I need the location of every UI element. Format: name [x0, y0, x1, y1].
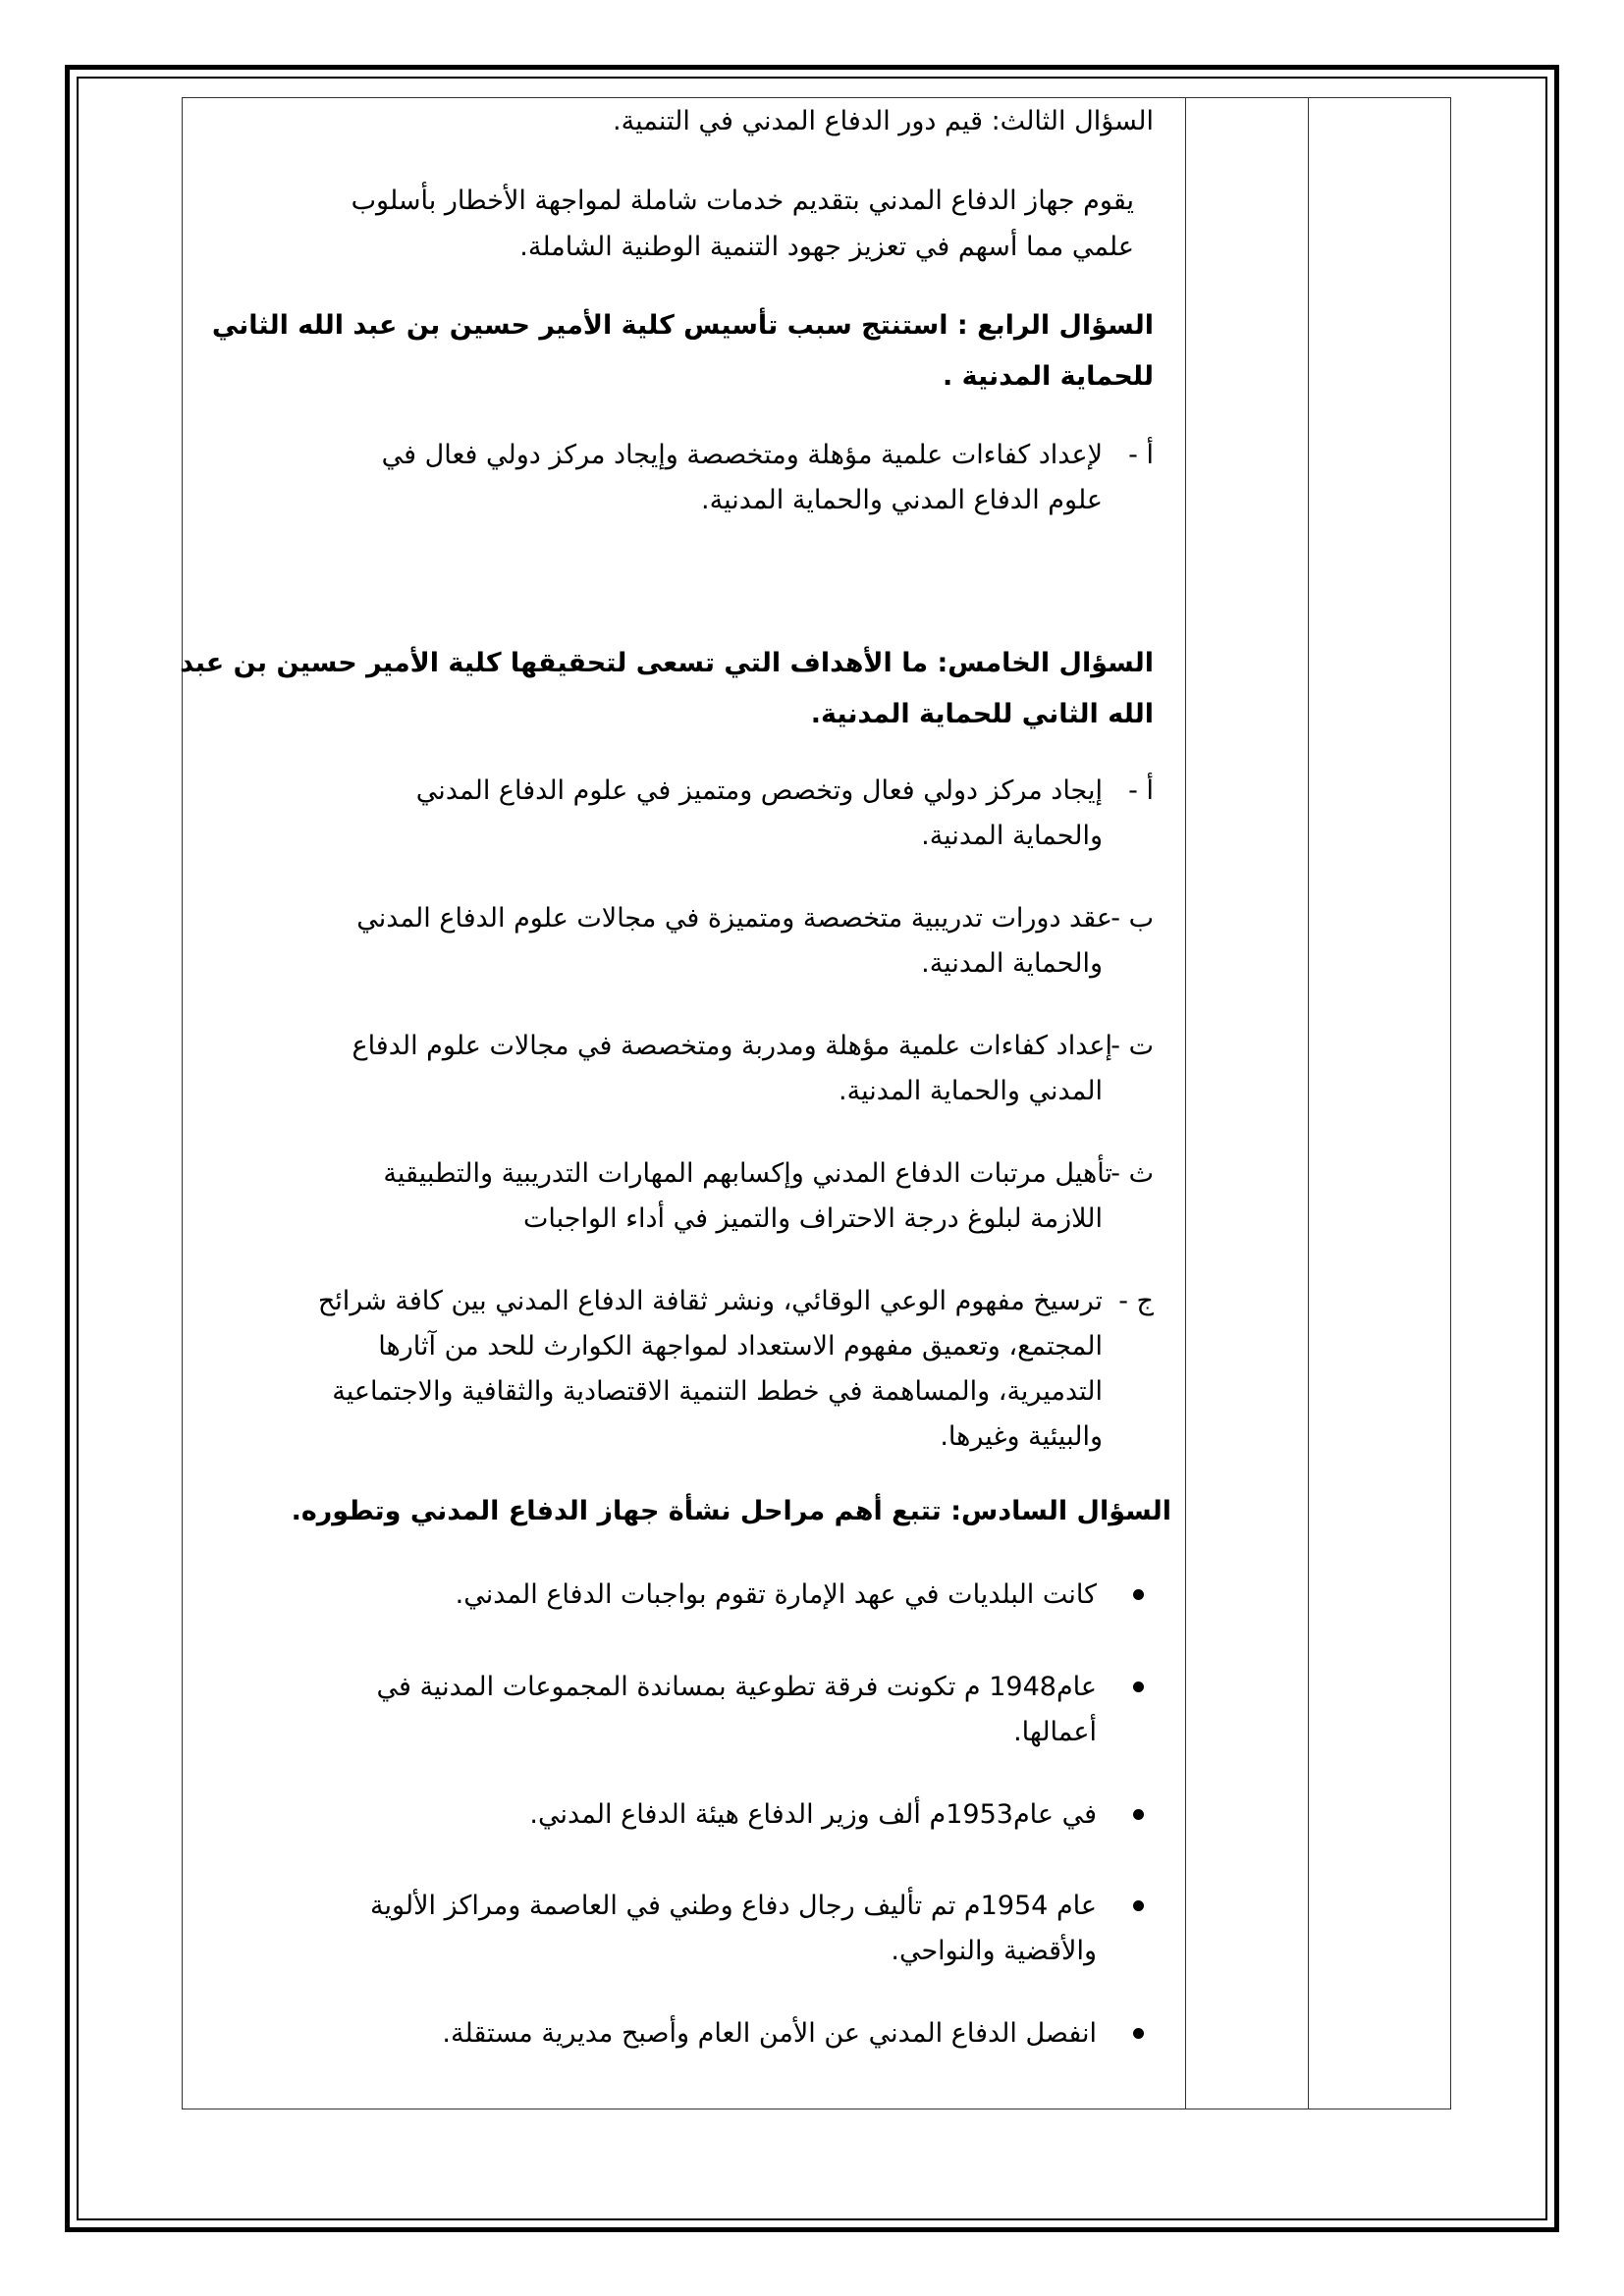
bullet-icon: [1133, 2028, 1144, 2039]
item-marker: أ -: [1128, 775, 1154, 806]
item-text-line2: المدني والحماية المدنية.: [839, 1076, 1103, 1106]
item-text-line1: انفصل الدفاع المدني عن الأمن العام وأصبح مديرية مستقلة.: [442, 2018, 1097, 2049]
item-marker: أ -: [1128, 440, 1154, 470]
item-marker: ج -: [1118, 1286, 1154, 1316]
item-text-line1: ترسيخ مفهوم الوعي الوقائي، ونشر ثقافة الدفاع المدني بين كافة شرائح: [317, 1286, 1103, 1316]
question-3-answer-line2: علمي مما أسهم في تعزيز جهود التنمية الوطنية الشاملة.: [519, 232, 1134, 262]
item-text-line1: عقد دورات تدريبية متخصصة ومتميزة في مجالات علوم الدفاع المدني: [356, 903, 1112, 934]
question-5-title-line2: الله الثاني للحماية المدنية.: [810, 699, 1154, 729]
item-text-line2: والحماية المدنية.: [921, 821, 1103, 851]
question-3-title: السؤال الثالث: قيم دور الدفاع المدني في التنمية.: [613, 106, 1154, 136]
item-text-line4: والبيئية وغيرها.: [940, 1421, 1103, 1452]
question-4-title-line1: السؤال الرابع : استنتج سبب تأسيس كلية الأمير حسين بن عبد الله الثاني: [211, 310, 1154, 341]
item-text-line1: كانت البلديات في عهد الإمارة تقوم بواجبات الدفاع المدني.: [455, 1579, 1097, 1610]
item-text-line2: والأقضية والنواحي.: [891, 1936, 1097, 1966]
bullet-icon: [1133, 1682, 1144, 1692]
item-text-line3: التدميرية، والمساهمة في خطط التنمية الاقتصادية والثقافية والاجتماعية: [332, 1376, 1103, 1407]
bullet-icon: [1133, 1900, 1144, 1911]
item-text-line1: إيجاد مركز دولي فعال وتخصص ومتميز في علوم الدفاع المدني: [415, 775, 1103, 806]
question-4-title-line2: للحماية المدنية .: [942, 361, 1154, 392]
item-text-line2: المجتمع، وتعميق مفهوم الاستعداد لمواجهة الكوارث للحد من آثارها: [378, 1331, 1103, 1362]
item-marker: ب -: [1110, 903, 1154, 934]
bullet-icon: [1133, 1589, 1144, 1600]
item-text-line1: عام 1954م تم تأليف رجال دفاع وطني في العاصمة ومراكز الألوية: [369, 1891, 1097, 1921]
question-4-answer-line1: لإعداد كفاءات علمية مؤهلة ومتخصصة وإيجاد مركز دولي فعال في: [381, 440, 1103, 470]
question-3-answer-line1: يقوم جهاز الدفاع المدني بتقديم خدمات شاملة لمواجهة الأخطار بأسلوب: [351, 186, 1134, 216]
item-marker: ث -: [1110, 1158, 1154, 1189]
item-text-line1: في عام1953م ألف وزير الدفاع هيئة الدفاع المدني.: [529, 1799, 1097, 1830]
question-5-title-line1: السؤال الخامس: ما الأهداف التي تسعى لتحقيقها كلية الأمير حسين بن عبد: [180, 648, 1154, 678]
bullet-icon: [1133, 1809, 1144, 1820]
item-text-line1: عام1948 م تكونت فرقة تطوعية بمساندة المجموعات المدنية في: [376, 1672, 1097, 1702]
item-text-line2: والحماية المدنية.: [921, 948, 1103, 979]
question-6-title: السؤال السادس: تتبع أهم مراحل نشأة جهاز الدفاع المدني وتطوره.: [291, 1496, 1171, 1526]
item-text-line1: إعداد كفاءات علمية مؤهلة ومدربة ومتخصصة في مجالات علوم الدفاع: [352, 1031, 1112, 1061]
item-text-line2: اللازمة لبلوغ درجة الاحتراف والتميز في أداء الواجبات: [523, 1203, 1103, 1234]
item-text-line1: تأهيل مرتبات الدفاع المدني وإكسابهم المهارات التدريبية والتطبيقية: [383, 1158, 1112, 1189]
item-text-line2: أعمالها.: [1013, 1717, 1097, 1747]
item-marker: ت -: [1110, 1031, 1154, 1061]
question-4-answer-line2: علوم الدفاع المدني والحماية المدنية.: [701, 485, 1103, 515]
table-column-divider-2: [1308, 97, 1309, 2109]
table-column-divider-1: [1185, 97, 1186, 2109]
